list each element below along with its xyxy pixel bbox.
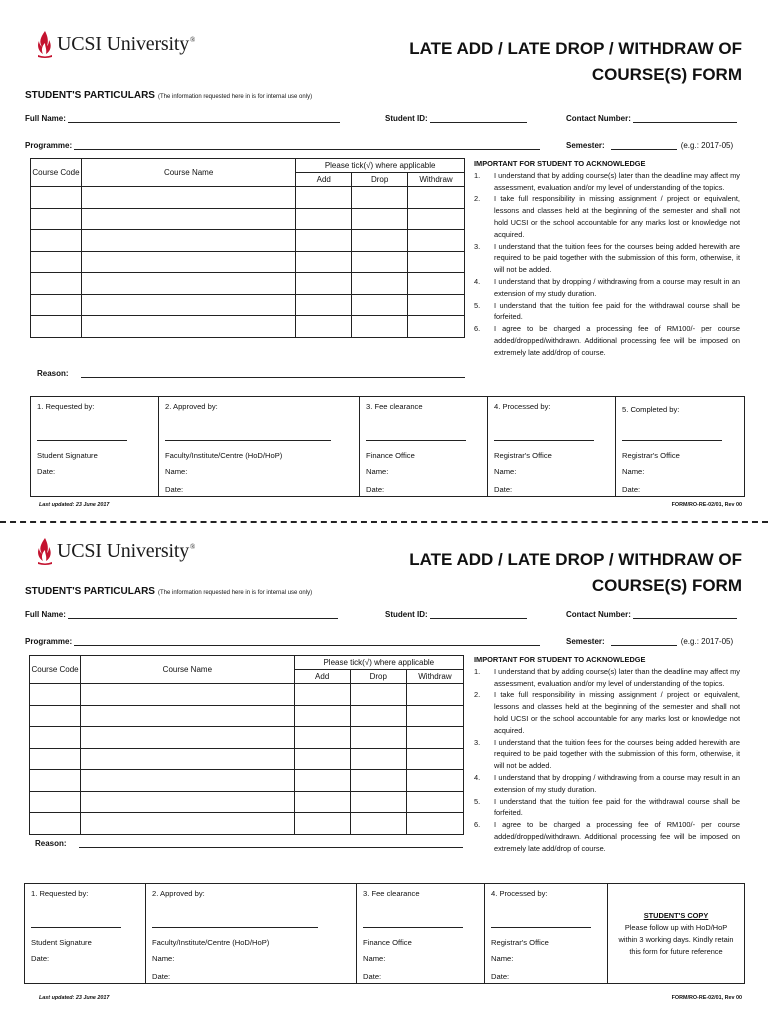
course-code-header: Course Code — [30, 656, 81, 684]
processed-by-box[interactable]: 4. Processed by: Registrar's Office Name: Date: — [485, 884, 608, 983]
table-row[interactable] — [31, 294, 465, 316]
table-row[interactable] — [31, 208, 465, 230]
flame-icon — [36, 30, 54, 58]
full-name-field[interactable]: Full Name: — [25, 610, 338, 619]
tick-header: Please tick(√) where applicable — [294, 656, 463, 670]
acknowledgement: IMPORTANT FOR STUDENT TO ACKNOWLEDGE 1. I understand that by adding course(s) later than the deadline may affect my assessment, evaluation and/or my level of understanding of the topics. 2. I take full responsibility in missing assignment / project or equivalent, lessons and classes held at the beginning of the semester and shall not hold UCSI or the school accountable for any marks lost or knowledge not acquired. 3. I understand that the tuition fees for the courses being added herewith are required to be paid together with the submission of this form, otherwise, it will not be added. 4. I understand that by dropping / withdrawing from a course may result in an extension of my study duration. 5. I understand that the tuition fee paid for the withdrawal course shall be forfeited. 6. I agree to be charged a processing fee of RM100/- per course added/dropped/withdrawn. Additional processing fee will be imposed on extremely late add/drop of course. — [474, 655, 740, 853]
logo-text: UCSI University® — [57, 539, 196, 562]
student-copy-box — [608, 884, 744, 983]
ack-item: 3. I understand that the tuition fees for the courses being added herewith are required to be paid together with the submission of this form, otherwise, it will not be added. — [474, 241, 740, 275]
student-copy-title: STUDENT'S COPY — [643, 910, 709, 920]
drop-header: Drop — [352, 173, 408, 187]
student-id-field[interactable]: Student ID: — [385, 610, 527, 619]
withdraw-header: Withdraw — [408, 173, 465, 187]
requested-by-box[interactable]: 1. Requested by: Student Signature Date: — [25, 884, 146, 983]
student-copy-note: Please follow up with HoD/HoP within 3 working days. Kindly retain this form for future reference — [618, 922, 734, 956]
drop-header: Drop — [350, 670, 406, 684]
ack-item: 1. I understand that by adding course(s) later than the deadline may affect my assessment, evaluation and/or my level of understanding of the topics. — [474, 170, 740, 192]
form-code: FORM/RO-RE-02/01, Rev 00 — [671, 502, 742, 508]
semester-field[interactable]: Semester: (e.g.: 2017-05) — [566, 637, 734, 646]
particulars-heading: STUDENT'S PARTICULARS (The information requested here in is for internal use only) — [25, 90, 313, 101]
particulars-heading: STUDENT'S PARTICULARS (The information requested here in is for internal use only) — [25, 586, 313, 597]
approved-by-box[interactable]: 2. Approved by: Faculty/Institute/Centre (HoD/HoP) Name: Date: — [159, 397, 360, 496]
course-name-header: Course Name — [81, 159, 295, 187]
logo — [36, 30, 195, 58]
contact-number-field[interactable]: Contact Number: — [566, 610, 737, 619]
add-header: Add — [296, 173, 352, 187]
course-code-header: Course Code — [31, 159, 82, 187]
form-title: LATE ADD / LATE DROP / WITHDRAW OF COURSE(S) FORM — [409, 39, 742, 84]
cut-line — [0, 521, 768, 523]
signature-block — [24, 883, 745, 984]
last-updated: Last updated: 23 June 2017 — [39, 995, 110, 1001]
programme-field[interactable]: Programme: — [25, 141, 540, 150]
student-id-field[interactable]: Student ID: — [385, 114, 527, 123]
form-code: FORM/RO-RE-02/01, Rev 00 — [671, 995, 742, 1001]
ack-item: 5. I understand that the tuition fee paid for the withdrawal course shall be forfeited. — [474, 796, 740, 818]
fee-clearance-box[interactable]: 3. Fee clearance Finance Office Name: Date: — [357, 884, 485, 983]
table-row[interactable] — [30, 791, 464, 813]
table-row[interactable] — [31, 316, 465, 338]
table-row[interactable] — [30, 770, 464, 792]
ack-item: 5. I understand that the tuition fee paid for the withdrawal course shall be forfeited. — [474, 300, 740, 322]
approved-by-box[interactable]: 2. Approved by: Faculty/Institute/Centre (HoD/HoP) Name: Date: — [146, 884, 357, 983]
ack-item: 6. I agree to be charged a processing fee of RM100/- per course added/dropped/withdrawn. Additional processing fee will be imposed on extremely late add/drop of course. — [474, 820, 740, 853]
contact-number-field[interactable]: Contact Number: — [566, 114, 737, 123]
acknowledgement: IMPORTANT FOR STUDENT TO ACKNOWLEDGE 1. I understand that by adding course(s) later than the deadline may affect my assessment, evaluation and/or my level of understanding of the topics. 2. I take full responsibility in missing assignment / project or equivalent, lessons and classes held at the beginning of the semester and shall not hold UCSI or the school accountable for any marks lost or knowledge not acquired. 3. I understand that the tuition fees for the courses being added herewith are required to be paid together with the submission of this form, otherwise, it will not be added. 4. I understand that by dropping / withdrawing from a course may result in an extension of my study duration. 5. I understand that the tuition fee paid for the withdrawal course shall be forfeited. 6. I agree to be charged a processing fee of RM100/- per course added/dropped/withdrawn. Additional processing fee will be imposed on extremely late add/drop of course. — [474, 159, 740, 357]
reason-field[interactable]: Reason: — [35, 838, 463, 848]
course-name-header: Course Name — [81, 656, 294, 684]
course-table — [30, 158, 465, 338]
semester-field[interactable]: Semester: (e.g.: 2017-05) — [566, 141, 734, 150]
course-table — [29, 655, 464, 835]
tick-header: Please tick(√) where applicable — [296, 159, 465, 173]
table-row[interactable] — [30, 705, 464, 727]
withdraw-header: Withdraw — [406, 670, 463, 684]
table-row[interactable] — [31, 230, 465, 252]
flame-icon — [36, 537, 54, 565]
ack-item: 2. I take full responsibility in missing assignment / project or equivalent, lessons and classes held at the beginning of the semester and shall not hold UCSI or the school accountable for any marks lost or knowledge not acquired. — [474, 194, 740, 239]
ack-item: 6. I agree to be charged a processing fee of RM100/- per course added/dropped/withdrawn. Additional processing fee will be imposed on extremely late add/drop of course. — [474, 324, 740, 357]
programme-field[interactable]: Programme: — [25, 637, 540, 646]
reason-field[interactable]: Reason: — [37, 368, 465, 378]
table-row[interactable] — [31, 187, 465, 209]
form-title: LATE ADD / LATE DROP / WITHDRAW OF COURSE(S) FORM — [409, 550, 742, 595]
table-row[interactable] — [30, 727, 464, 749]
requested-by-box[interactable]: 1. Requested by: Student Signature Date: — [31, 397, 159, 496]
full-name-field[interactable]: Full Name: — [25, 114, 340, 123]
logo-text: UCSI University® — [57, 32, 196, 55]
fee-clearance-box[interactable]: 3. Fee clearance Finance Office Name: Date: — [360, 397, 488, 496]
add-header: Add — [294, 670, 350, 684]
ack-item: 4. I understand that by dropping / withdrawing from a course may result in an extension of my study duration. — [474, 276, 740, 298]
processed-by-box[interactable]: 4. Processed by: Registrar's Office Name: Date: — [488, 397, 616, 496]
last-updated: Last updated: 23 June 2017 — [39, 502, 110, 508]
logo — [36, 537, 195, 565]
table-row[interactable] — [30, 813, 464, 835]
ack-item: 1. I understand that by adding course(s) later than the deadline may affect my assessment, evaluation and/or my level of understanding of the topics. — [474, 666, 740, 688]
table-row[interactable] — [31, 251, 465, 273]
table-row[interactable] — [30, 748, 464, 770]
table-row[interactable] — [31, 273, 465, 295]
table-row[interactable] — [30, 684, 464, 706]
ack-item: 3. I understand that the tuition fees for the courses being added herewith are required to be paid together with the submission of this form, otherwise, it will not be added. — [474, 737, 740, 771]
ack-item: 4. I understand that by dropping / withdrawing from a course may result in an extension of my study duration. — [474, 772, 740, 794]
completed-by-box[interactable]: 5. Completed by: Registrar's Office Name: Date: — [616, 397, 744, 496]
signature-block — [30, 396, 745, 497]
ack-item: 2. I take full responsibility in missing assignment / project or equivalent, lessons and classes held at the beginning of the semester and shall not hold UCSI or the school accountable for any marks lost or knowledge not acquired. — [474, 690, 740, 735]
form-copy-student — [0, 527, 768, 1024]
